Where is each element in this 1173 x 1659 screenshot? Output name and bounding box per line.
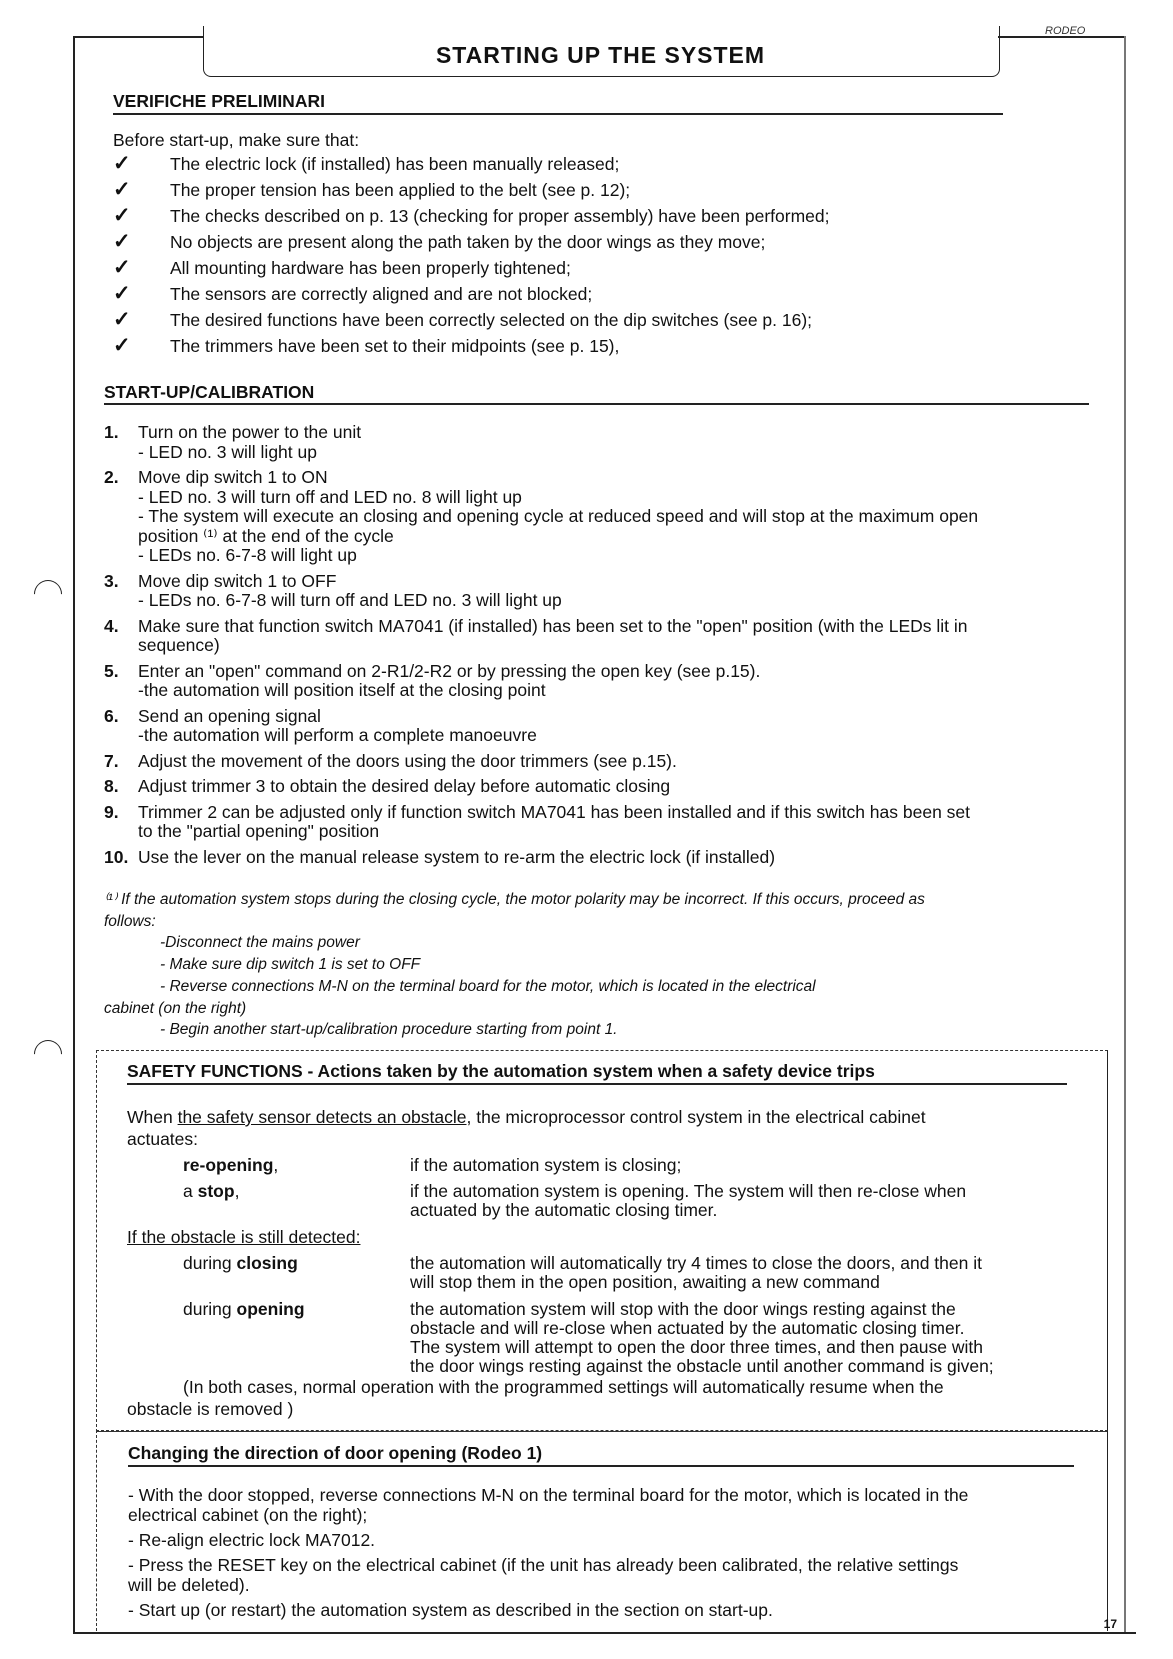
footnote-item: - Begin another start-up/calibration procedure starting from point 1. <box>160 1021 618 1038</box>
safety-case-desc: the door wings resting against the obstacle until another command is given; <box>410 1356 994 1376</box>
safety-case-desc: the automation will automatically try 4 times to close the doors, and then it <box>410 1253 982 1273</box>
safety-heading: SAFETY FUNCTIONS - Actions taken by the automation system when a safety device trips <box>127 1061 875 1081</box>
safety-intro: When the safety sensor detects an obstacle, the microprocessor control system in the electrical cabinet <box>127 1107 926 1127</box>
footnote-item: - Reverse connections M-N on the terminal board for the motor, which is located in the electrical <box>160 978 816 995</box>
prelim-heading: VERIFICHE PRELIMINARI <box>113 91 325 111</box>
safety-case-desc: the automation system will stop with the door wings resting against the <box>410 1299 956 1319</box>
step-line: sequence) <box>138 635 220 655</box>
direction-item: - With the door stopped, reverse connections M-N on the terminal board for the motor, which is located in the <box>128 1485 969 1505</box>
step-line: Trimmer 2 can be adjusted only if function switch MA7041 has been installed and if this switch has been set <box>138 801 971 822</box>
direction-heading: Changing the direction of door opening (Rodeo 1) <box>128 1443 543 1463</box>
checkmark-icon: ✓ <box>113 178 131 201</box>
direction-item: - Press the RESET key on the electrical cabinet (if the unit has already been calibrated, the relative settings <box>128 1555 959 1575</box>
step-line: Turn on the power to the unit <box>138 422 362 442</box>
prelim-item: The electric lock (if installed) has been manually released; <box>170 154 620 174</box>
safety-action-term: a stop, <box>183 1181 240 1201</box>
prelim-rule <box>113 113 1003 115</box>
step-line: Send an opening signal <box>138 705 321 726</box>
safety-case-desc: obstacle and will re-close when actuated by the automatic closing timer. <box>410 1318 965 1338</box>
checkmark-icon: ✓ <box>113 334 131 357</box>
step-line: position ⁽¹⁾ at the end of the cycle <box>138 525 394 546</box>
step-line: - LED no. 3 will light up <box>138 441 317 462</box>
page-frame-left <box>73 36 75 1632</box>
step-line: to the "partial opening" position <box>138 821 380 841</box>
step-line: Move dip switch 1 to ON <box>138 467 328 487</box>
safety-action-desc: if the automation system is opening. The system will then re-close when <box>410 1181 967 1201</box>
checkmark-icon: ✓ <box>113 204 131 227</box>
step-line: - LED no. 3 will turn off and LED no. 8 will light up <box>138 486 522 507</box>
step-line: Adjust the movement of the doors using the door trimmers (see p.15). <box>138 750 677 771</box>
step-line: - LEDs no. 6-7-8 will light up <box>138 545 357 565</box>
step-number: 5. <box>104 660 119 681</box>
safety-action-term: re-opening, <box>183 1155 279 1175</box>
startup-rule <box>104 403 1089 405</box>
startup-heading: START-UP/CALIBRATION <box>104 382 315 402</box>
checkmark-icon: ✓ <box>113 282 131 305</box>
step-number: 9. <box>104 801 119 822</box>
step-line: Adjust trimmer 3 to obtain the desired delay before automatic closing <box>138 776 671 796</box>
step-number: 3. <box>104 570 119 591</box>
step-number: 6. <box>104 705 119 726</box>
binder-hole-icon <box>28 1034 68 1074</box>
prelim-item: The checks described on p. 13 (checking for proper assembly) have been performed; <box>170 206 830 226</box>
safety-case-desc: will stop them in the open position, awaiting a new command <box>410 1272 880 1292</box>
direction-item: will be deleted). <box>128 1575 250 1595</box>
direction-item: - Re-align electric lock MA7012. <box>128 1530 376 1550</box>
page-frame-top <box>73 36 203 38</box>
step-number: 8. <box>104 776 119 796</box>
safety-action-desc: if the automation system is closing; <box>410 1155 682 1175</box>
footnote-line: cabinet (on the right) <box>104 1000 247 1017</box>
page-frame-bottom <box>73 1632 1136 1634</box>
safety-rule <box>127 1083 1067 1085</box>
safety-action-desc: actuated by the automatic closing timer. <box>410 1200 718 1220</box>
step-line: Move dip switch 1 to OFF <box>138 570 337 591</box>
footnote-item: -Disconnect the mains power <box>160 934 360 951</box>
step-line: Make sure that function switch MA7041 (if installed) has been set to the "open" position (with the LEDs lit in <box>138 615 968 636</box>
step-line: -the automation will perform a complete manoeuvre <box>138 725 537 745</box>
direction-item: - Start up (or restart) the automation system as described in the section on start-up. <box>128 1600 773 1620</box>
page-number: 17 <box>1103 1617 1117 1631</box>
direction-item: electrical cabinet (on the right); <box>128 1505 368 1525</box>
prelim-item: All mounting hardware has been properly tightened; <box>170 258 571 278</box>
footnote-line: follows: <box>104 913 156 930</box>
direction-rule <box>128 1465 1074 1467</box>
prelim-intro: Before start-up, make sure that: <box>113 130 360 150</box>
prelim-item: The trimmers have been set to their midpoints (see p. 15), <box>170 336 620 356</box>
footnote-line: ⁽¹⁾ If the automation system stops during the closing cycle, the motor polarity may be incorrect. If this occurs, proceed as <box>104 891 925 908</box>
footnote-item: - Make sure dip switch 1 is set to OFF <box>160 956 421 973</box>
checkmark-icon: ✓ <box>113 256 131 279</box>
step-number: 10. <box>104 846 129 867</box>
checkmark-icon: ✓ <box>113 152 131 175</box>
page-title: STARTING UP THE SYSTEM <box>435 42 766 68</box>
step-number: 2. <box>104 467 119 487</box>
safety-case-term: during closing <box>183 1253 298 1273</box>
step-line: Use the lever on the manual release system to re-arm the electric lock (if installed) <box>138 846 776 867</box>
step-number: 7. <box>104 750 119 771</box>
brand-mark: RODEO <box>1045 25 1086 37</box>
safety-closing: (In both cases, normal operation with the programmed settings will automatically resume when the <box>183 1377 944 1397</box>
prelim-item: The sensors are correctly aligned and are not blocked; <box>170 284 593 304</box>
still-detected-label: If the obstacle is still detected: <box>127 1227 361 1247</box>
step-line: - The system will execute an closing and opening cycle at reduced speed and will stop at the maximum open <box>138 506 979 526</box>
page-frame-right <box>1124 36 1126 1632</box>
safety-case-desc: The system will attempt to open the door three times, and then pause with <box>410 1337 983 1357</box>
safety-case-term: during opening <box>183 1299 305 1319</box>
prelim-item: The proper tension has been applied to the belt (see p. 12); <box>170 180 631 200</box>
step-number: 4. <box>104 615 119 636</box>
step-number: 1. <box>104 422 119 442</box>
safety-closing: obstacle is removed ) <box>127 1399 294 1419</box>
step-line: -the automation will position itself at the closing point <box>138 680 546 700</box>
prelim-item: The desired functions have been correctly selected on the dip switches (see p. 16); <box>170 310 813 330</box>
checkmark-icon: ✓ <box>113 230 131 253</box>
step-line: - LEDs no. 6-7-8 will turn off and LED no. 3 will light up <box>138 590 562 610</box>
safety-intro-cont: actuates: <box>127 1129 199 1149</box>
prelim-item: No objects are present along the path taken by the door wings as they move; <box>170 232 766 252</box>
step-line: Enter an "open" command on 2-R1/2-R2 or by pressing the open key (see p.15). <box>138 660 761 681</box>
binder-hole-icon <box>28 574 68 614</box>
checkmark-icon: ✓ <box>113 308 131 331</box>
